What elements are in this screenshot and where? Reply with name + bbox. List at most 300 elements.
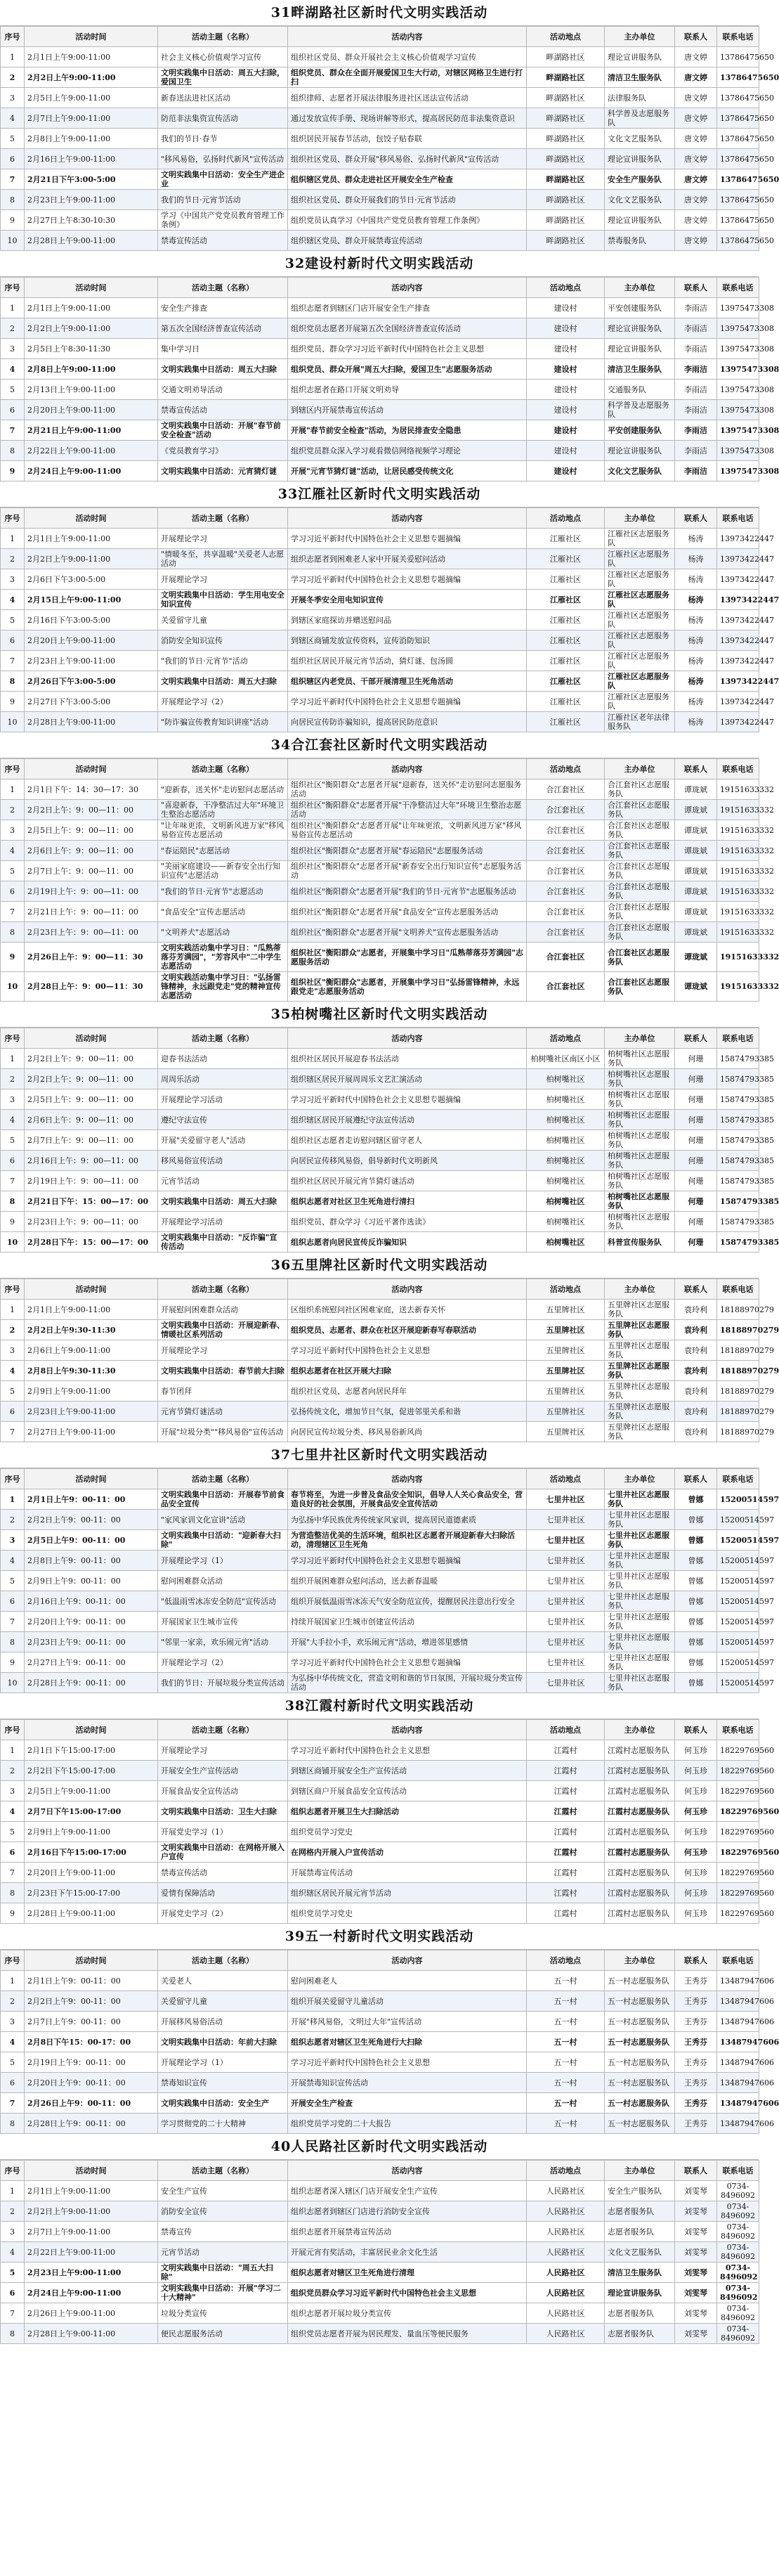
activity-content: 组织党员学习党史	[288, 1903, 527, 1924]
activity-location: 五里牌社区	[527, 1381, 605, 1402]
contact-person: 曾娜	[675, 1652, 717, 1673]
contact-phone: 15874793385	[717, 1130, 759, 1151]
header-organizer: 主办单位	[605, 1469, 675, 1489]
organizer: 柏树嘴社区志愿服务队	[605, 1191, 675, 1212]
organizer: 合江套社区志愿服务队	[605, 820, 675, 841]
header-phone: 联系电话	[717, 1469, 759, 1489]
contact-person: 谭珑斌	[675, 972, 717, 1002]
table-row	[1, 2303, 759, 2324]
activity-time: 2月28日上午9:00-11:00	[25, 1903, 158, 1924]
activity-content: 组织志愿者开展禁毒宣传活动	[288, 2222, 527, 2242]
activity-location: 合江套社区	[527, 943, 605, 972]
section-block	[0, 1693, 779, 1924]
activity-location: 柏树嘴社区南区小区	[527, 1049, 605, 1069]
activity-theme: 垃圾分类宣传	[158, 2303, 288, 2324]
activity-location: 七里井社区	[527, 1632, 605, 1652]
activity-time: 2月21日下午3:00-5:00	[25, 169, 158, 190]
organizer: 理论宣讲服务队	[605, 2283, 675, 2303]
table-row	[1, 1171, 759, 1191]
activity-content: 学习习近平新时代中国特色社会主义思想专题摘编	[288, 1652, 527, 1673]
activity-content: 为弘扬中华民族优秀传统家风家训，提高居民道德素质	[288, 1510, 527, 1530]
activity-location: 七里井社区	[527, 1551, 605, 1571]
row-number: 4	[1, 108, 25, 129]
contact-phone: 0734-8496092	[717, 2303, 759, 2324]
contact-person: 袁玲利	[675, 1381, 717, 1402]
activity-location: 人民路社区	[527, 2242, 605, 2263]
header-contact: 联系人	[675, 759, 717, 779]
activity-location: 江雁社区	[527, 610, 605, 630]
activity-time: 2月1日上午9:00-11:00	[25, 529, 158, 549]
table-row	[1, 169, 759, 190]
header-content: 活动内容	[288, 508, 527, 529]
activity-time: 2月1日上午9:00-11:00	[25, 2181, 158, 2201]
activity-theme: 开展食品安全宣传活动	[158, 1781, 288, 1801]
activity-theme: 开展"垃圾分类""移风易俗"宣传活动	[158, 1422, 288, 1442]
contact-person: 谭珑斌	[675, 881, 717, 902]
table-row	[1, 2012, 759, 2032]
activity-content: 组织辖区居民开展遵纪守法宣传活动	[288, 1110, 527, 1130]
table-row	[1, 2242, 759, 2263]
contact-phone: 13487947606	[717, 2032, 759, 2052]
section-block	[0, 1924, 779, 2134]
activity-theme: 春节团拜	[158, 1381, 288, 1402]
table-row	[1, 2181, 759, 2201]
contact-phone: 19151633332	[717, 972, 759, 1002]
section-title: 31畔湖路社区新时代文明实践活动	[0, 0, 759, 26]
header-organizer: 主办单位	[605, 1028, 675, 1049]
table-row	[1, 2324, 759, 2344]
header-content: 活动内容	[288, 759, 527, 779]
activity-time: 2月8日上午9:00-11:00	[25, 359, 158, 380]
activity-theme: 新春送法进社区活动	[158, 88, 288, 108]
activity-time: 2月27日上午9:00-11:00	[25, 1422, 158, 1442]
activity-location: 畔湖路社区	[527, 190, 605, 210]
activity-location: 畔湖路社区	[527, 169, 605, 190]
activity-time: 2月21日上午9:00-11:00	[25, 420, 158, 441]
contact-phone: 15200514597	[717, 1591, 759, 1612]
header-content: 活动内容	[288, 1279, 527, 1300]
contact-person: 曾娜	[675, 1673, 717, 1693]
activity-location: 柏树嘴社区	[527, 1171, 605, 1191]
activity-location: 江霞村	[527, 1903, 605, 1924]
activity-location: 五一村	[527, 2093, 605, 2114]
row-number: 4	[1, 2032, 25, 2052]
activity-content: 组织辖区党员、群众开展禁毒宣传活动	[288, 231, 527, 251]
activity-content: 到辖区商户开展食品安全宣传活动	[288, 1781, 527, 1801]
activity-theme: 我们的节日：开展垃圾分类宣传活动	[158, 1673, 288, 1693]
row-number: 7	[1, 2093, 25, 2114]
section-title: 39五一村新时代文明实践活动	[0, 1924, 759, 1950]
header-organizer: 主办单位	[605, 1950, 675, 1971]
table-row	[1, 47, 759, 67]
table-row	[1, 549, 759, 569]
activity-location: 五里牌社区	[527, 1361, 605, 1381]
contact-phone: 13975473308	[717, 298, 759, 318]
header-theme: 活动主题（名称）	[158, 508, 288, 529]
table-row	[1, 1863, 759, 1883]
activity-location: 七里井社区	[527, 1591, 605, 1612]
activity-content: 向居民宣传防诈骗知识，提高居民防范意识	[288, 712, 527, 732]
activity-theme: 消防安全宣传	[158, 2201, 288, 2222]
contact-phone: 19151633332	[717, 820, 759, 841]
organizer: 理论宣讲服务队	[605, 210, 675, 231]
activity-content: 组织辖区居民开展元宵节活动	[288, 1883, 527, 1903]
activity-time: 2月2日上午：9：00—11：00	[25, 1049, 158, 1069]
activity-content: 区组织系统慰问社区困难家庭，送去新春关怀	[288, 1300, 527, 1320]
organizer: 柏树嘴社区志愿服务队	[605, 1130, 675, 1151]
header-location: 活动地点	[527, 508, 605, 529]
table-row	[1, 210, 759, 231]
contact-person: 谭珑斌	[675, 902, 717, 922]
activity-location: 五一村	[527, 2114, 605, 2134]
header-content: 活动内容	[288, 1028, 527, 1049]
activity-theme: 禁毒宣传活动	[158, 400, 288, 420]
contact-person: 何珊	[675, 1110, 717, 1130]
table-row	[1, 1571, 759, 1591]
table-row	[1, 630, 759, 651]
organizer: 合江套社区志愿服务队	[605, 922, 675, 943]
activity-theme: 文明实践集中日活动：春节前大扫除	[158, 1361, 288, 1381]
activity-content: 组织党员学习党史	[288, 1822, 527, 1842]
activity-theme: "文明养犬"志愿活动	[158, 922, 288, 943]
activity-time: 2月8日上午9:30-11:30	[25, 1361, 158, 1381]
header-phone: 联系电话	[717, 1950, 759, 1971]
activity-theme: 文明实践集中日活动：周五大扫除，爱国卫生	[158, 67, 288, 88]
table-row	[1, 1422, 759, 1442]
contact-phone: 13973422447	[717, 651, 759, 671]
organizer: 科学普及志愿服务队	[605, 400, 675, 420]
organizer: 五里牌社区志愿服务队	[605, 1381, 675, 1402]
activity-location: 七里井社区	[527, 1571, 605, 1591]
header-theme: 活动主题（名称）	[158, 1469, 288, 1489]
header-theme: 活动主题（名称）	[158, 27, 288, 47]
row-number: 4	[1, 1110, 25, 1130]
activity-theme: "食品安全"宣传志愿活动	[158, 902, 288, 922]
activity-content: 学习习近平新时代中国特色社会主义思想专题摘编	[288, 529, 527, 549]
activity-location: 畔湖路社区	[527, 108, 605, 129]
activity-location: 人民路社区	[527, 2303, 605, 2324]
contact-phone: 19151633332	[717, 943, 759, 972]
activity-location: 五一村	[527, 2032, 605, 2052]
contact-phone: 15200514597	[717, 1652, 759, 1673]
row-number: 8	[1, 1191, 25, 1212]
row-number: 3	[1, 1089, 25, 1110]
activity-content: 学习习近平新时代中国特色社会主义思想专题摘编	[288, 1551, 527, 1571]
activity-time: 2月28日上午9:00-11:00	[25, 231, 158, 251]
activity-time: 2月19日上午：9：00—11：00	[25, 881, 158, 902]
table-row	[1, 881, 759, 902]
activity-theme: 《党员教育学习》	[158, 441, 288, 461]
section-title: 37七里井社区新时代文明实践活动	[0, 1442, 759, 1468]
row-number: 6	[1, 1591, 25, 1612]
table-header-row	[1, 1469, 759, 1489]
contact-person: 李雨洁	[675, 420, 717, 441]
activity-time: 2月6日下午3:00-5:00	[25, 569, 158, 590]
activity-content: 组织党员志愿者开展第五次全国经济普查宣传活动	[288, 318, 527, 339]
activity-time: 2月6日上午9:00-11:00	[25, 1340, 158, 1361]
activity-content: 组织社区党员、志愿者向居民拜年	[288, 1381, 527, 1402]
row-number: 5	[1, 1571, 25, 1591]
organizer: 志愿者服务队	[605, 2303, 675, 2324]
row-number: 9	[1, 210, 25, 231]
row-number: 6	[1, 881, 25, 902]
organizer: 七里井社区志愿服务队	[605, 1551, 675, 1571]
activity-theme: 文明实践集中日活动：开展春节前食品安全宣传	[158, 1489, 288, 1510]
table-row	[1, 359, 759, 380]
activity-theme: "家风家训文化宣讲"活动	[158, 1510, 288, 1530]
contact-phone: 13973422447	[717, 529, 759, 549]
header-organizer: 主办单位	[605, 759, 675, 779]
section-title: 32建设村新时代文明实践活动	[0, 251, 759, 277]
activity-location: 建设村	[527, 339, 605, 359]
activity-content: 组织社区"衡阳群众"志愿者开展"春运陪民"志愿服务活动	[288, 841, 527, 861]
organizer: 江雁社区志愿服务队	[605, 630, 675, 651]
activity-location: 江霞村	[527, 1801, 605, 1822]
contact-phone: 15200514597	[717, 1489, 759, 1510]
header-number: 序号	[1, 1469, 25, 1489]
activity-location: 畔湖路社区	[527, 88, 605, 108]
activity-content: 组织志愿者开展垃圾分类宣传	[288, 2303, 527, 2324]
header-theme: 活动主题（名称）	[158, 1279, 288, 1300]
header-contact: 联系人	[675, 1950, 717, 1971]
table-header-row	[1, 508, 759, 529]
contact-phone: 15874793385	[717, 1151, 759, 1171]
contact-phone: 15874793385	[717, 1049, 759, 1069]
activity-theme: 关爱留守儿童	[158, 1991, 288, 2012]
contact-phone: 13973422447	[717, 590, 759, 610]
contact-phone: 13975473308	[717, 359, 759, 380]
activity-location: 人民路社区	[527, 2324, 605, 2344]
activity-time: 2月28日上午9:00-11:00	[25, 2324, 158, 2344]
activity-content: 组织辖区内老党员、干部开展清理卫生死角活动	[288, 671, 527, 692]
contact-person: 何珊	[675, 1069, 717, 1089]
activity-theme: 移风易俗宣传活动	[158, 1151, 288, 1171]
activity-time: 2月16日上午：9：00—11：00	[25, 1151, 158, 1171]
activity-content: 组织社区"衡阳群众"志愿者开展"我们的节日·元宵节"志愿服务活动	[288, 881, 527, 902]
table-row	[1, 2032, 759, 2052]
activity-location: 畔湖路社区	[527, 210, 605, 231]
contact-person: 何珊	[675, 1232, 717, 1253]
contact-phone: 15874793385	[717, 1212, 759, 1232]
activity-time: 2月6日上午：9：00—11：00	[25, 841, 158, 861]
activity-theme: 关爱留守儿童	[158, 610, 288, 630]
organizer: 五里牌社区志愿服务队	[605, 1422, 675, 1442]
organizer: 平安创建服务队	[605, 298, 675, 318]
contact-phone: 19151633332	[717, 902, 759, 922]
row-number: 9	[1, 943, 25, 972]
table-row	[1, 1489, 759, 1510]
activity-time: 2月23日上午9:00-11:00	[25, 1402, 158, 1422]
activity-location: 江霞村	[527, 1781, 605, 1801]
activity-time: 2月7日上午：9：00—11：00	[25, 861, 158, 881]
activity-location: 五里牌社区	[527, 1320, 605, 1340]
contact-person: 谭珑斌	[675, 820, 717, 841]
header-location: 活动地点	[527, 278, 605, 298]
contact-person: 袁玲利	[675, 1340, 717, 1361]
activity-location: 人民路社区	[527, 2283, 605, 2303]
contact-person: 谭珑斌	[675, 943, 717, 972]
organizer: 五一村志愿服务队	[605, 2073, 675, 2093]
contact-person: 曾娜	[675, 1551, 717, 1571]
organizer: 科普宣传服务队	[605, 1232, 675, 1253]
activity-location: 人民路社区	[527, 2201, 605, 2222]
header-organizer: 主办单位	[605, 1720, 675, 1740]
table-row	[1, 1232, 759, 1253]
activity-theme: 禁毒知识宣传	[158, 2073, 288, 2093]
activity-content: 向居民宣传垃圾分类、移风易俗新风尚	[288, 1422, 527, 1442]
row-number: 1	[1, 1300, 25, 1320]
header-number: 序号	[1, 1028, 25, 1049]
contact-person: 谭珑斌	[675, 922, 717, 943]
activity-content: 组织党员认真学习《中国共产党党员教育管理工作条例》	[288, 210, 527, 231]
activity-time: 2月27日上午9：00-11：00	[25, 1652, 158, 1673]
activity-theme: 交通文明劝导活动	[158, 380, 288, 400]
table-row	[1, 922, 759, 943]
activity-time: 2月8日上午9:00-11:00	[25, 129, 158, 149]
activity-theme: 文明实践集中日活动：年前大扫除	[158, 2032, 288, 2052]
activity-time: 2月21日上午：9：00—11：00	[25, 902, 158, 922]
activity-content: 开展禁毒知识宣传活动	[288, 2073, 527, 2093]
table-row	[1, 1781, 759, 1801]
activity-location: 江雁社区	[527, 671, 605, 692]
table-row	[1, 1361, 759, 1381]
activity-theme: 文明实践集中日活动：周五大扫除	[158, 359, 288, 380]
activity-content: 组织党员志愿者开展为居民理发、量血压等便民服务	[288, 2324, 527, 2344]
contact-phone: 13487947606	[717, 2052, 759, 2073]
contact-person: 何玉珍	[675, 1822, 717, 1842]
contact-person: 谭珑斌	[675, 800, 717, 820]
activity-time: 2月2日上午9：00-11：00	[25, 1510, 158, 1530]
activity-location: 江霞村	[527, 1740, 605, 1761]
table-header-row	[1, 278, 759, 298]
organizer: 五里牌社区志愿服务队	[605, 1361, 675, 1381]
contact-phone: 13973422447	[717, 549, 759, 569]
header-time: 活动时间	[25, 1469, 158, 1489]
section-block	[0, 1442, 779, 1693]
activity-theme: 安全生产排查	[158, 298, 288, 318]
contact-person: 唐文婷	[675, 67, 717, 88]
activity-time: 2月26日上午：9：00—11：30	[25, 943, 158, 972]
organizer: 柏树嘴社区志愿服务队	[605, 1069, 675, 1089]
header-contact: 联系人	[675, 1279, 717, 1300]
row-number: 3	[1, 88, 25, 108]
row-number: 4	[1, 359, 25, 380]
activity-content: 开展"移风易俗，文明过大年"宣传活动	[288, 2012, 527, 2032]
table-row	[1, 318, 759, 339]
contact-person: 何珊	[675, 1191, 717, 1212]
contact-phone: 13487947606	[717, 2114, 759, 2134]
contact-phone: 18188970279	[717, 1381, 759, 1402]
activity-location: 五一村	[527, 2052, 605, 2073]
contact-phone: 13973422447	[717, 712, 759, 732]
activity-content: 组织党员学习党的二十大报告	[288, 2114, 527, 2134]
contact-phone: 13786475650	[717, 169, 759, 190]
organizer: 志愿者服务队	[605, 2201, 675, 2222]
table-row	[1, 1822, 759, 1842]
activity-location: 合江套社区	[527, 972, 605, 1002]
activity-time: 2月2日上午9:30-11:30	[25, 1320, 158, 1340]
activity-theme: 开展理论学习	[158, 1740, 288, 1761]
contact-person: 刘雯琴	[675, 2324, 717, 2344]
row-number: 2	[1, 549, 25, 569]
row-number: 2	[1, 1510, 25, 1530]
activity-content: 组织律师、志愿者开展法律服务进社区送法宣传活动	[288, 88, 527, 108]
activity-time: 2月23日上午9:00-11:00	[25, 2263, 158, 2283]
activity-theme: 开展慰问困难群众活动	[158, 1300, 288, 1320]
activity-content: 到辖区内开展禁毒宣传活动	[288, 400, 527, 420]
contact-person: 谭珑斌	[675, 861, 717, 881]
row-number: 2	[1, 1761, 25, 1781]
activity-time: 2月16日下午15:00-17:00	[25, 1842, 158, 1863]
activity-location: 畔湖路社区	[527, 67, 605, 88]
header-number: 序号	[1, 27, 25, 47]
row-number: 5	[1, 610, 25, 630]
contact-phone: 19151633332	[717, 922, 759, 943]
activity-time: 2月7日上午9：00-11：00	[25, 2012, 158, 2032]
activity-content: 组织社区党员、群众开展社会主义核心价值观学习宣传	[288, 47, 527, 67]
activity-location: 柏树嘴社区	[527, 1212, 605, 1232]
activity-content: 组织党员群众学习习近平新时代中国特色社会主义思想	[288, 2283, 527, 2303]
activity-content: 组织开展低温雨雪冰冻天气安全防范宣传，提醒居民注意出行安全	[288, 1591, 527, 1612]
activity-location: 七里井社区	[527, 1612, 605, 1632]
contact-person: 何玉珍	[675, 1781, 717, 1801]
row-number: 7	[1, 1171, 25, 1191]
table-row	[1, 1300, 759, 1320]
contact-person: 王秀芬	[675, 2073, 717, 2093]
table-row	[1, 1191, 759, 1212]
organizer: 五里牌社区志愿服务队	[605, 1340, 675, 1361]
row-number: 9	[1, 692, 25, 712]
table-row	[1, 712, 759, 732]
organizer: 理论宣讲服务队	[605, 441, 675, 461]
header-organizer: 主办单位	[605, 278, 675, 298]
organizer: 五一村志愿服务队	[605, 2012, 675, 2032]
activity-theme: 文明实践集中日活动："周五大扫除"	[158, 2263, 288, 2283]
activity-theme: 文明实践集中日活动：安全生产	[158, 2093, 288, 2114]
activity-theme: "让年味更浓，文明新风进万家"移风易俗宣传志愿活动	[158, 820, 288, 841]
table-row	[1, 1612, 759, 1632]
organizer: 江霞村志愿服务队	[605, 1822, 675, 1842]
organizer: 江雁社区志愿服务队	[605, 529, 675, 549]
row-number: 5	[1, 1381, 25, 1402]
activity-time: 2月5日上午：9：00—11：00	[25, 820, 158, 841]
row-number: 1	[1, 47, 25, 67]
contact-person: 李雨洁	[675, 298, 717, 318]
activity-content: 组织党员、群众学习习近平新时代中国特色社会主义思想	[288, 339, 527, 359]
activity-theme: 周周乐活动	[158, 1069, 288, 1089]
activity-time: 2月27日下午3:00-5:00	[25, 692, 158, 712]
contact-phone: 15874793385	[717, 1089, 759, 1110]
activity-theme: 消防安全知识宣传	[158, 630, 288, 651]
activity-table	[0, 26, 779, 251]
activity-theme: 文明实践集中日活动：开展"春节前安全检查"活动	[158, 420, 288, 441]
activity-content: 学习习近平新时代中国特色社会主义思想	[288, 1340, 527, 1361]
contact-person: 杨涛	[675, 590, 717, 610]
activity-content: 通过发放宣传手册、现场讲解等形式，提高居民防范非法集资意识	[288, 108, 527, 129]
activity-theme: "喜迎新春，干净整洁过大年"环境卫生整治志愿活动	[158, 800, 288, 820]
header-location: 活动地点	[527, 2161, 605, 2181]
table-row	[1, 779, 759, 800]
header-time: 活动时间	[25, 2161, 158, 2181]
header-phone: 联系电话	[717, 1279, 759, 1300]
organizer: 清洁卫生服务队	[605, 359, 675, 380]
activity-time: 2月19日上午：9：00—11：00	[25, 1171, 158, 1191]
organizer: 五一村志愿服务队	[605, 1971, 675, 1991]
activity-time: 2月26日上午9:00-11:00	[25, 2303, 158, 2324]
contact-person: 袁玲利	[675, 1361, 717, 1381]
activity-location: 人民路社区	[527, 2263, 605, 2283]
activity-theme: 文明实践集中日活动："反诈骗"宣传活动	[158, 1232, 288, 1253]
